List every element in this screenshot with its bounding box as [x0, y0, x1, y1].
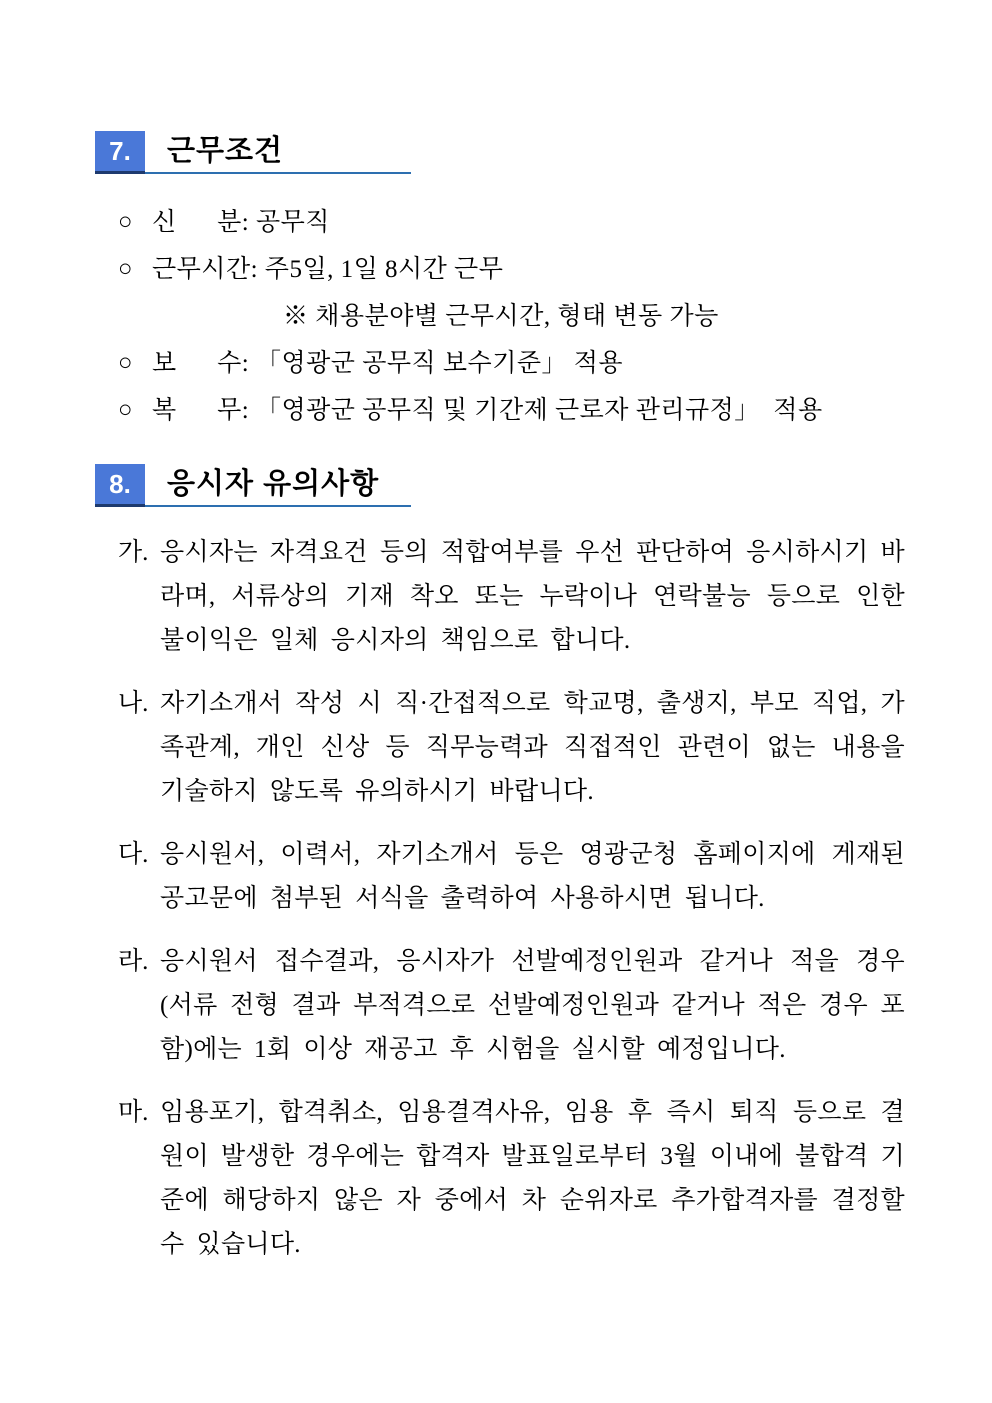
section-title: 응시자 유의사항 [167, 468, 380, 500]
paragraph-text: 자기소개서 작성 시 직·간접적으로 학교명, 출생지, 부모 직업, 가족관계, 개인 신상 등 직무능력과 직접적인 관련이 없는 내용을 기술하지 않도록 유의하시기 바랍니다. [160, 690, 918, 805]
paragraph-label: 가. [118, 539, 149, 566]
circle-bullet-icon: ○ [118, 350, 133, 376]
section-number-badge: 8. [95, 464, 145, 507]
list-item-text: 보 수: 「영광군 공무직 보수기준」 적용 [152, 350, 624, 377]
circle-bullet-icon: ○ [118, 209, 133, 235]
paragraph-label: 나. [118, 690, 149, 717]
applicant-notes-list [95, 531, 918, 1267]
circle-bullet-icon: ○ [118, 397, 133, 423]
paragraph-label: 다. [118, 841, 149, 868]
section-title: 근무조건 [167, 135, 284, 167]
paragraph-text: 응시자는 자격요건 등의 적합여부를 우선 판단하여 응시하시기 바라며, 서류상의 기재 착오 또는 누락이나 연락불능 등으로 인한 불이익은 일체 응시자의 책임으로 합니다. [160, 539, 918, 654]
paragraph-da [95, 833, 918, 921]
working-conditions-list [95, 199, 905, 434]
list-item-duty [95, 387, 905, 434]
section-8-header [95, 464, 411, 507]
list-item-working-hours [95, 246, 905, 293]
section-working-conditions [95, 131, 905, 434]
paragraph-label: 마. [118, 1099, 149, 1126]
paragraph-ma [95, 1091, 918, 1267]
paragraph-na [95, 682, 918, 814]
paragraph-text: 응시원서 접수결과, 응시자가 선발예정인원과 같거나 적을 경우 (서류 전형 결과 부적격으로 선발예정인원과 같거나 적은 경우 포함)에는 1회 이상 재공고 후 시험을 실시할 예정입니다. [160, 948, 918, 1063]
paragraph-text: 응시원서, 이력서, 자기소개서 등은 영광군청 홈페이지에 게재된 공고문에 첨부된 서식을 출력하여 사용하시면 됩니다. [160, 841, 918, 912]
list-item-text: 복 무: 「영광군 공무직 및 기간제 근로자 관리규정」 적용 [152, 397, 823, 424]
paragraph-ra [95, 940, 918, 1072]
paragraph-text: 임용포기, 합격취소, 임용결격사유, 임용 후 즉시 퇴직 등으로 결원이 발생한 경우에는 합격자 발표일로부터 3월 이내에 불합격 기준에 해당하지 않은 자 중에서 차 순위자로 추가합격자를 결정할 수 있습니다. [160, 1099, 918, 1258]
paragraph-ga [95, 531, 918, 663]
list-item-pay [95, 340, 905, 387]
paragraph-label: 라. [118, 948, 149, 975]
list-item-status [95, 199, 905, 246]
list-item-text: 근무시간: 주5일, 1일 8시간 근무 [152, 256, 504, 283]
list-item-note: ※ 채용분야별 근무시간, 형태 변동 가능 [283, 303, 719, 330]
section-applicant-notes [95, 464, 918, 1267]
list-item-text: 신 분: 공무직 [152, 209, 330, 236]
circle-bullet-icon: ○ [118, 256, 133, 282]
section-number-badge: 7. [95, 131, 145, 174]
section-7-header [95, 131, 411, 174]
